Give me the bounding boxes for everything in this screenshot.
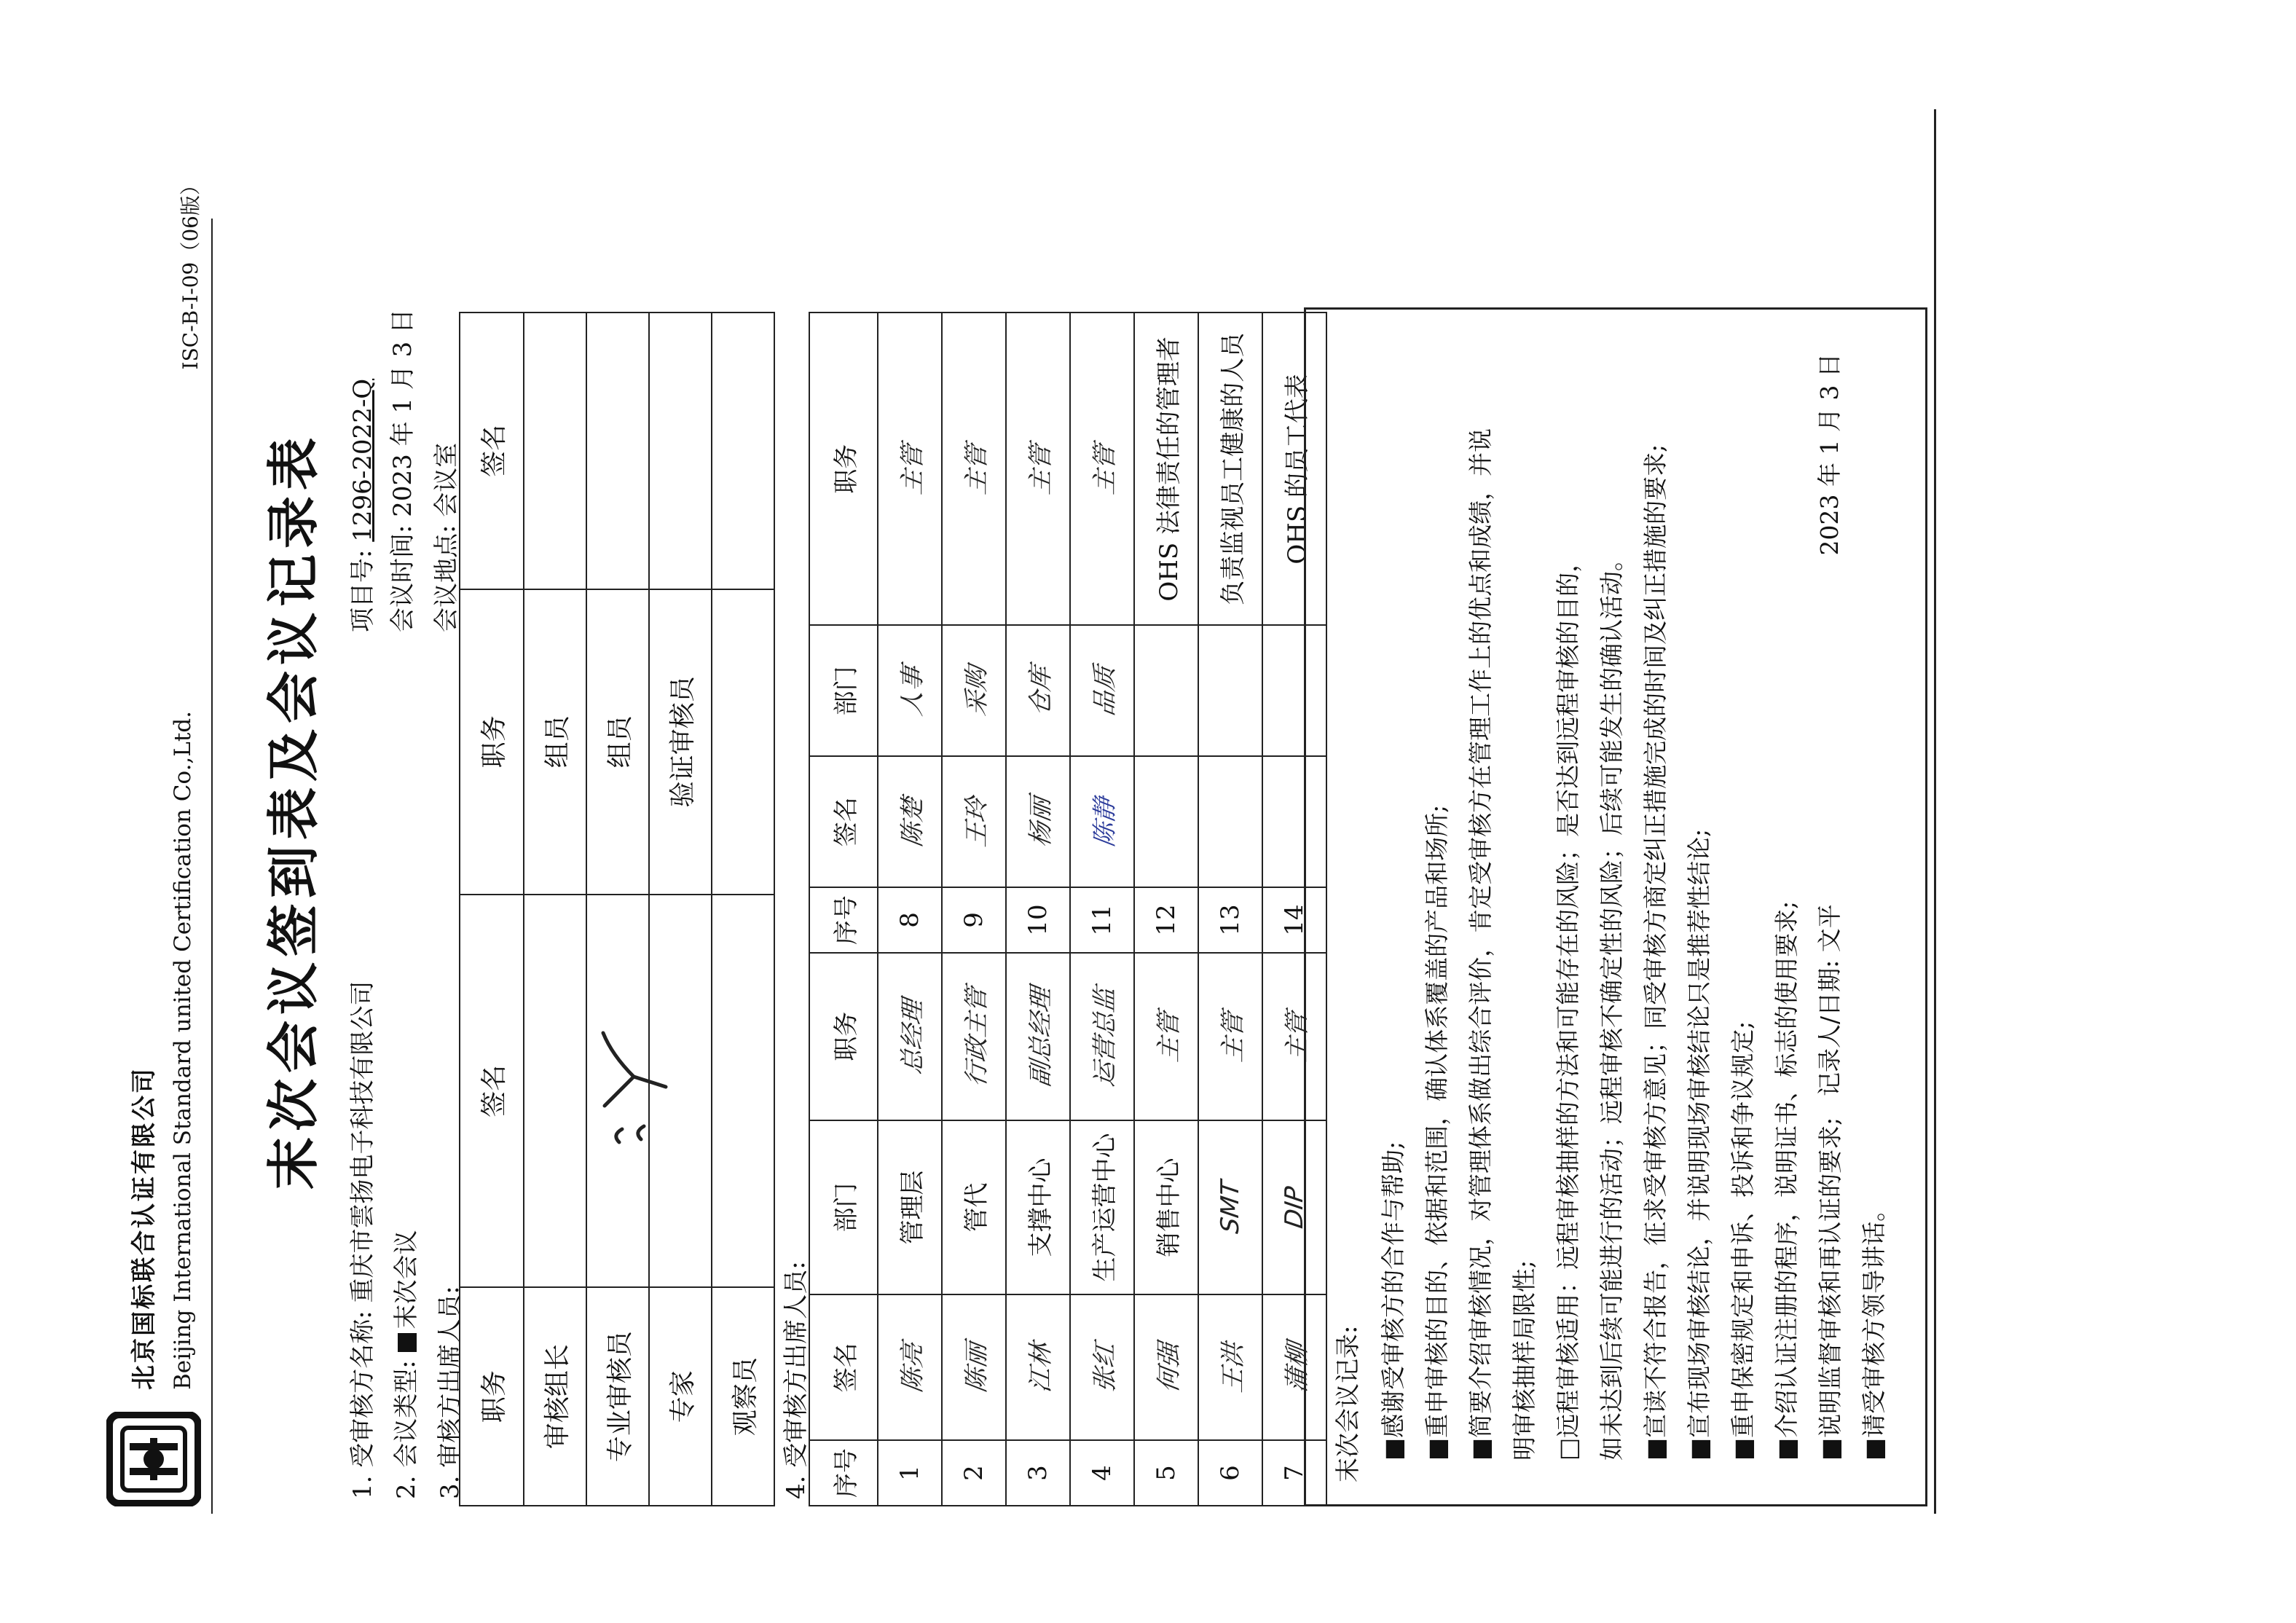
handwritten-department: 采购: [962, 664, 991, 718]
handwritten-name: 王玲: [962, 795, 991, 849]
meeting-notes-box: [1304, 307, 1927, 1506]
handwritten-name: 陈静: [1090, 795, 1120, 849]
organization-name: [124, 711, 196, 1390]
table-row: [712, 313, 774, 1506]
table-row: [1134, 313, 1198, 1506]
serial-number: 4: [1070, 1440, 1134, 1506]
handwritten-signature: [590, 1026, 670, 1157]
serial-number: 3: [1006, 1440, 1070, 1506]
table-row: [1198, 313, 1262, 1506]
meeting-time-field: [382, 309, 418, 632]
signature-cell[interactable]: [878, 1294, 942, 1440]
column-header: 部门: [809, 1120, 878, 1295]
position-cell: [878, 953, 942, 1120]
column-header: 序号: [809, 887, 878, 953]
handwritten-position: 主管: [962, 442, 991, 497]
signature-cell[interactable]: [942, 1294, 1006, 1440]
org-name-cn: 北京国标联合认证有限公司: [130, 1066, 159, 1390]
department-cell: [942, 625, 1006, 756]
project-label: 项目号:: [348, 549, 377, 632]
checklist-item: □远程审核适用：远程审核抽样的方法和可能存在的风险；是否达到远程审核的目的，: [1554, 548, 1582, 1461]
auditee-field: [342, 981, 378, 1499]
signature-cell[interactable]: [1198, 1294, 1262, 1440]
handwritten-name: 杨丽: [1026, 795, 1055, 849]
handwritten-department: 品质: [1090, 664, 1120, 718]
meeting-type-field: [386, 1230, 422, 1499]
column-header: 职务: [460, 1287, 524, 1506]
department-cell: [1134, 625, 1198, 756]
form-code: ISC-B-I-09（06版）: [178, 175, 203, 370]
table-row: [524, 313, 586, 1506]
signature-cell[interactable]: [586, 313, 649, 589]
handwritten-name: 陈楚: [897, 795, 927, 849]
serial-number: 5: [1134, 1440, 1198, 1506]
department-cell: [1198, 625, 1262, 756]
org-name-en: Beijing International Standard united Certification Co.,Ltd.: [170, 710, 196, 1390]
checked-box-icon: [398, 1333, 417, 1352]
column-header: 签名: [460, 313, 524, 589]
handwritten-position: 主管: [1154, 1010, 1184, 1064]
role-cell: 审核组长: [524, 1287, 586, 1506]
auditee-attendance-table: [809, 312, 1327, 1506]
department-cell: [1070, 625, 1134, 756]
handwritten-department: DIP: [1280, 1184, 1309, 1230]
serial-number: 8: [878, 887, 942, 953]
handwritten-position: 主管: [1282, 1010, 1312, 1064]
signature-cell[interactable]: [878, 756, 942, 887]
handwritten-position: 主管: [1026, 442, 1055, 497]
attendees-heading: 4. 受审核方出席人员:: [782, 1261, 811, 1499]
serial-number: 12: [1134, 887, 1198, 953]
signature-cell[interactable]: [1006, 756, 1070, 887]
column-header: 签名: [460, 895, 524, 1287]
project-field: [342, 379, 378, 632]
form-title: 末次会议签到表及会议记录表: [262, 432, 324, 1190]
signature-cell[interactable]: [1134, 756, 1198, 887]
isc-logo: [106, 1412, 201, 1506]
department-cell: [878, 625, 942, 756]
department-cell: 管代: [942, 1120, 1006, 1295]
signature-cell[interactable]: [1006, 1294, 1070, 1440]
checklist-item: ■简要介绍审核情况，对管理体系做出综合评价，肯定受审核方在管理工作上的优点和成绩，并说: [1466, 428, 1495, 1461]
column-header: 职务: [809, 953, 878, 1120]
serial-number: 7: [1262, 1440, 1326, 1506]
meeting-type-value: 末次会议: [392, 1230, 421, 1329]
handwritten-position: 主管: [1090, 442, 1120, 497]
auditors-heading: 3. 审核方出席人员:: [436, 1286, 465, 1499]
department-cell: [1006, 625, 1070, 756]
recorder-name: 文平: [1815, 904, 1844, 953]
role-cell: 专业审核员: [586, 1287, 649, 1506]
signature-cell[interactable]: [712, 895, 774, 1287]
handwritten-position: 副总经理: [1026, 985, 1055, 1089]
role-cell: 组员: [586, 589, 649, 895]
position-cell: [1006, 953, 1070, 1120]
role-cell: 观察员: [712, 1287, 774, 1506]
role-cell: 专家: [649, 1287, 712, 1506]
signature-cell[interactable]: [1134, 1294, 1198, 1440]
department-cell: 销售中心: [1134, 1120, 1198, 1295]
table-row: [649, 313, 712, 1506]
role-cell: 组员: [524, 589, 586, 895]
notes-title: 末次会议记录:: [1334, 1325, 1363, 1482]
handwritten-name: 张红: [1090, 1340, 1120, 1395]
handwritten-position: 运营总监: [1090, 985, 1120, 1089]
table-header-row: [809, 313, 878, 1506]
checklist-item: ■说明监督审核和再认证的要求;: [1816, 1117, 1844, 1461]
meeting-time-label: 会议时间:: [388, 524, 417, 632]
signature-cell[interactable]: [942, 756, 1006, 887]
position-cell: [942, 953, 1006, 1120]
checklist-item: ■请受审核方领导讲话。: [1860, 1197, 1888, 1461]
role-cell: [712, 589, 774, 895]
auditee-label: 1. 受审核方名称:: [348, 1310, 377, 1499]
handwritten-name: 陈亮: [897, 1340, 927, 1395]
table-header-row: [460, 313, 524, 1506]
column-header: 职务: [809, 313, 878, 625]
meeting-place-label: 会议地点:: [432, 524, 461, 632]
record-date: 2023 年 1 月 3 日: [1815, 353, 1844, 556]
checklist-item: ■感谢受审核方的合作与帮助;: [1379, 1141, 1407, 1461]
serial-number: 14: [1262, 887, 1326, 953]
position-cell: OHS 法律责任的管理者: [1134, 313, 1198, 625]
department-cell: 支撑中心: [1006, 1120, 1070, 1295]
handwritten-name: 江林: [1026, 1340, 1055, 1395]
handwritten-name: 蒲柳: [1282, 1340, 1312, 1395]
position-cell: 负责监视员工健康的人员: [1198, 313, 1262, 625]
serial-number: 9: [942, 887, 1006, 953]
column-header: 部门: [809, 625, 878, 756]
department-cell: [1198, 1120, 1262, 1295]
signature-cell[interactable]: [1070, 1294, 1134, 1440]
serial-number: 13: [1198, 887, 1262, 953]
position-cell: [878, 313, 942, 625]
column-header: 序号: [809, 1440, 878, 1506]
role-cell: 验证审核员: [649, 589, 712, 895]
serial-number: 1: [878, 1440, 942, 1506]
department-cell: 生产运营中心: [1070, 1120, 1134, 1295]
handwritten-position: 主管: [897, 442, 927, 497]
recorder-label: 记录人/日期:: [1815, 959, 1844, 1096]
column-header: 签名: [809, 756, 878, 887]
checklist-item: ■重申保密规定和申诉、投诉和争议规定;: [1729, 1021, 1757, 1461]
table-row: [1006, 313, 1070, 1506]
handwritten-name: 陈丽: [962, 1340, 991, 1395]
checklist-item: ■重申审核的目的、依据和范围，确认体系覆盖的产品和场所;: [1423, 804, 1451, 1461]
table-row: [878, 313, 942, 1506]
header-divider: [211, 219, 213, 1514]
serial-number: 2: [942, 1440, 1006, 1506]
serial-number: 6: [1198, 1440, 1262, 1506]
position-cell: OHS 的员工代表: [1262, 313, 1326, 625]
position-cell: [1134, 953, 1198, 1120]
project-number: 1296-2022-Q: [348, 378, 377, 542]
position-cell: [1198, 953, 1262, 1120]
checklist-item: ■介绍认证注册的程序，说明证书、标志的使用要求;: [1772, 900, 1801, 1461]
handwritten-position: 行政主管: [962, 985, 991, 1089]
table-row: [1070, 313, 1134, 1506]
position-cell: [1070, 313, 1134, 625]
handwritten-name: 何强: [1154, 1340, 1184, 1395]
signature-cell[interactable]: [1070, 756, 1134, 887]
handwritten-position: 主管: [1218, 1010, 1248, 1064]
signature-cell[interactable]: [524, 313, 586, 589]
recorder-field: [1811, 904, 1845, 1096]
handwritten-name: 王洪: [1218, 1340, 1248, 1395]
handwritten-department: SMT: [1216, 1179, 1245, 1236]
signature-cell[interactable]: [524, 895, 586, 1287]
footer-divider: [1934, 109, 1936, 1514]
signature-cell[interactable]: [1198, 756, 1262, 887]
checklist-item: ■宣布现场审核结论，并说明现场审核结论只是推荐性结论;: [1685, 828, 1713, 1461]
meeting-time-value: 2023 年 1 月 3 日: [388, 308, 417, 517]
checklist-item: 明审核抽样局限性;: [1510, 1260, 1538, 1461]
handwritten-department: 仓库: [1026, 664, 1055, 718]
signature-cell[interactable]: [712, 313, 774, 589]
signature-cell[interactable]: [649, 313, 712, 589]
checklist-item: ■宣读不符合报告，征求受审核方意见；同受审核方商定纠正措施完成的时间及纠正措施的要求;: [1641, 444, 1670, 1461]
column-header: 职务: [460, 589, 524, 895]
checklist-item: 如未达到后续可能进行的活动；远程审核不确定性的风险；后续可能发生的确认活动。: [1597, 547, 1626, 1461]
table-row: [942, 313, 1006, 1506]
meeting-type-label: 2. 会议类型:: [392, 1360, 421, 1499]
column-header: 签名: [809, 1294, 878, 1440]
department-cell: 管理层: [878, 1120, 942, 1295]
position-cell: [942, 313, 1006, 625]
handwritten-position: 总经理: [897, 997, 927, 1077]
position-cell: [1070, 953, 1134, 1120]
meeting-place-value: 会议室: [432, 442, 461, 517]
serial-number: 10: [1006, 887, 1070, 953]
auditee-value: 重庆市雲扬电子科技有限公司: [348, 981, 377, 1303]
table-row: [586, 313, 649, 1506]
position-cell: [1006, 313, 1070, 625]
meeting-place-field: [426, 443, 462, 632]
serial-number: 11: [1070, 887, 1134, 953]
auditor-attendance-table: [459, 312, 775, 1506]
handwritten-department: 人事: [897, 664, 927, 718]
